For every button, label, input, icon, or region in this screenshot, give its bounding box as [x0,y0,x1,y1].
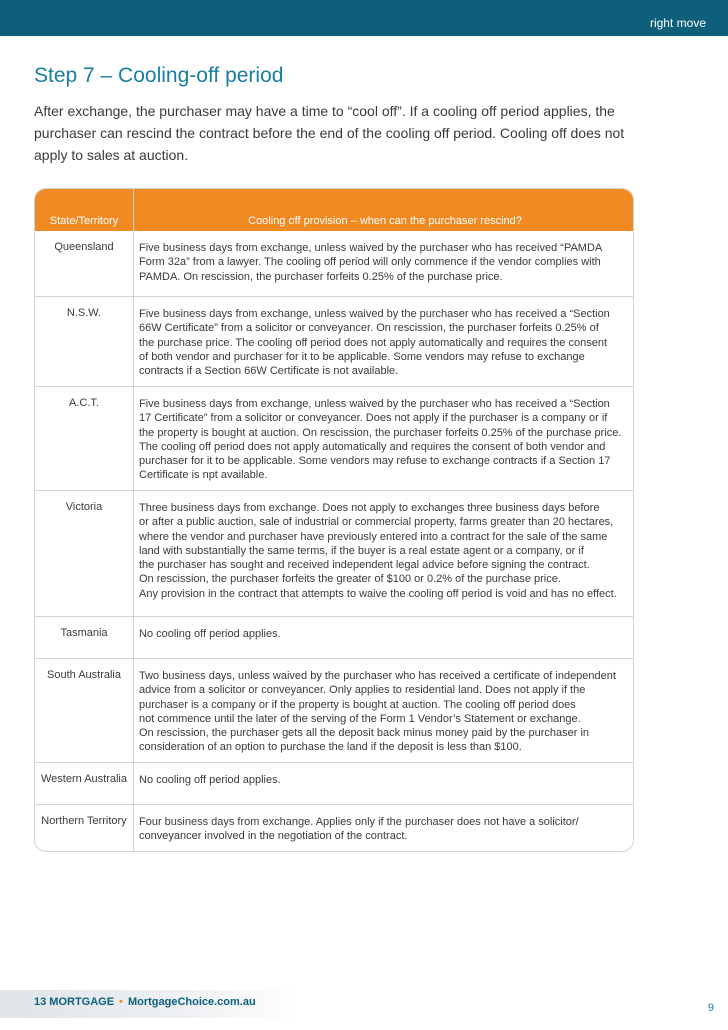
provision-cell [139,627,633,641]
footer-bullet: • [119,996,123,1008]
table-row [35,763,633,805]
provision-line: On rescission, the purchaser gets all the deposit back minus money paid by the purchaser in [139,727,590,740]
table-row [35,491,633,617]
provision-cell [139,307,633,378]
cooling-off-table [34,188,634,852]
provision-line: No cooling off period applies. [139,774,281,786]
table-row [35,387,633,491]
provision-line: the purchaser has sought and received independent legal advice before signing the contract. [139,559,590,572]
state-cell: South Australia [47,669,121,681]
provision-line: Form 32a” from a lawyer. The cooling off period will only commence if the vendor complies with [139,256,601,269]
column-header-state: State/Territory [49,215,119,227]
footer-site: MortgageChoice.com.au [127,996,256,1008]
provision-line: Any provision in the contract that attempts to waive the cooling off period is void and has no effect. [139,587,617,600]
state-cell: Victoria [65,501,103,513]
provision-line: Certificate is npt available. [139,469,268,482]
provision-line: No cooling off period applies. [139,628,281,640]
state-cell: Western Australia [40,773,127,785]
state-cell: N.S.W. [66,307,102,319]
column-header-provision: Cooling off provision – when can the purchaser rescind? [248,215,522,227]
provision-line: Four business days from exchange. Applies only if the purchaser does not have a solicitor/ [139,816,579,828]
table-row [35,297,633,387]
table-header [35,189,633,231]
provision-cell [139,773,633,787]
provision-line: The cooling off period does not apply automatically and requires the consent of both vendor and [139,440,606,453]
section-tag: right move [649,16,706,30]
intro-paragraph [34,100,694,166]
provision-line: PAMDA. On rescission, the purchaser forfeits 0.25% of the purchase price. [139,270,503,283]
provision-line: purchaser is a company or if the property is bought at auction. The cooling off period does [139,698,576,711]
provision-line: Five business days from exchange, unless waived by the purchaser who has received “PAMDA [139,242,603,254]
table-row [35,805,633,852]
provision-line: land with substantially the same terms, if the buyer is a real estate agent or a company, or if [139,544,584,557]
provision-cell [139,501,633,601]
provision-line: advice from a solicitor or conveyancer. Only applies to residential land. Does not apply if the [139,684,586,697]
state-cell: A.C.T. [69,397,99,409]
intro-line: After exchange, the purchaser may have a time to “cool off”. If a cooling off period applies, the [34,103,615,119]
state-cell: Tasmania [60,627,108,639]
page-title: Step 7 – Cooling-off period [34,64,284,87]
provision-line: consideration of an option to purchase the land if the deposit is less than $100. [139,741,522,754]
provision-line: purchaser for it to be applicable. Some vendors may refuse to exchange contracts if a Section 17 [139,455,611,468]
provision-cell [139,397,633,483]
provision-line: Five business days from exchange, unless waived by the purchaser who has received a “Section [139,308,610,320]
intro-line: apply to sales at auction. [34,147,189,163]
provision-cell [139,669,633,755]
state-cell: Northern Territory [41,815,127,827]
provision-line: Three business days from exchange. Does not apply to exchanges three business days before [139,502,600,514]
provision-line: or after a public auction, sale of industrial or commercial property, farms greater than 20 hectares, [139,516,614,529]
footer-brand [34,996,256,1008]
provision-line: Two business days, unless waived by the purchaser who has received a certificate of independent [139,670,616,682]
provision-line: conveyancer involved in the negotiation of the contract. [139,830,408,843]
provision-cell [139,815,633,844]
provision-line: Five business days from exchange, unless waived by the purchaser who has received a “Section [139,398,610,410]
table-row [35,659,633,763]
provision-cell [139,241,633,284]
provision-line: contracts if a Section 66W Certificate is not available. [139,365,399,378]
provision-line: 17 Certificate” from a solicitor or conveyancer. Does not apply if the purchaser is a company or if [139,412,608,425]
provision-line: of both vendor and purchaser for it to be applicable. Some vendors may refuse to exchange [139,350,585,363]
provision-line: On rescission, the purchaser forfeits the greater of $100 or 0.2% of the purchase price. [139,573,561,586]
table-row [35,617,633,659]
provision-line: not commence until the later of the serving of the Form 1 Vendor’s Statement or exchange. [139,712,581,725]
top-banner [0,0,728,36]
footer-phone: 13 MORTGAGE [34,996,115,1008]
table-row [35,231,633,297]
state-cell: Queensland [54,241,114,253]
page-number: 9 [707,1002,714,1014]
provision-line: where the vendor and purchaser have previously entered into a contract for the sale of the same [139,530,608,543]
provision-line: 66W Certificate” from a solicitor or conveyancer. On rescission, the purchaser forfeits 0.25% of [139,322,599,335]
provision-line: the property is bought at auction. On rescission, the purchaser forfeits 0.25% of the purchase price. [139,426,622,439]
provision-line: the purchase price. The cooling off period does not apply automatically and requires the consent [139,336,607,349]
intro-line: purchaser can rescind the contract before the end of the cooling off period. Cooling off does not [34,125,625,141]
